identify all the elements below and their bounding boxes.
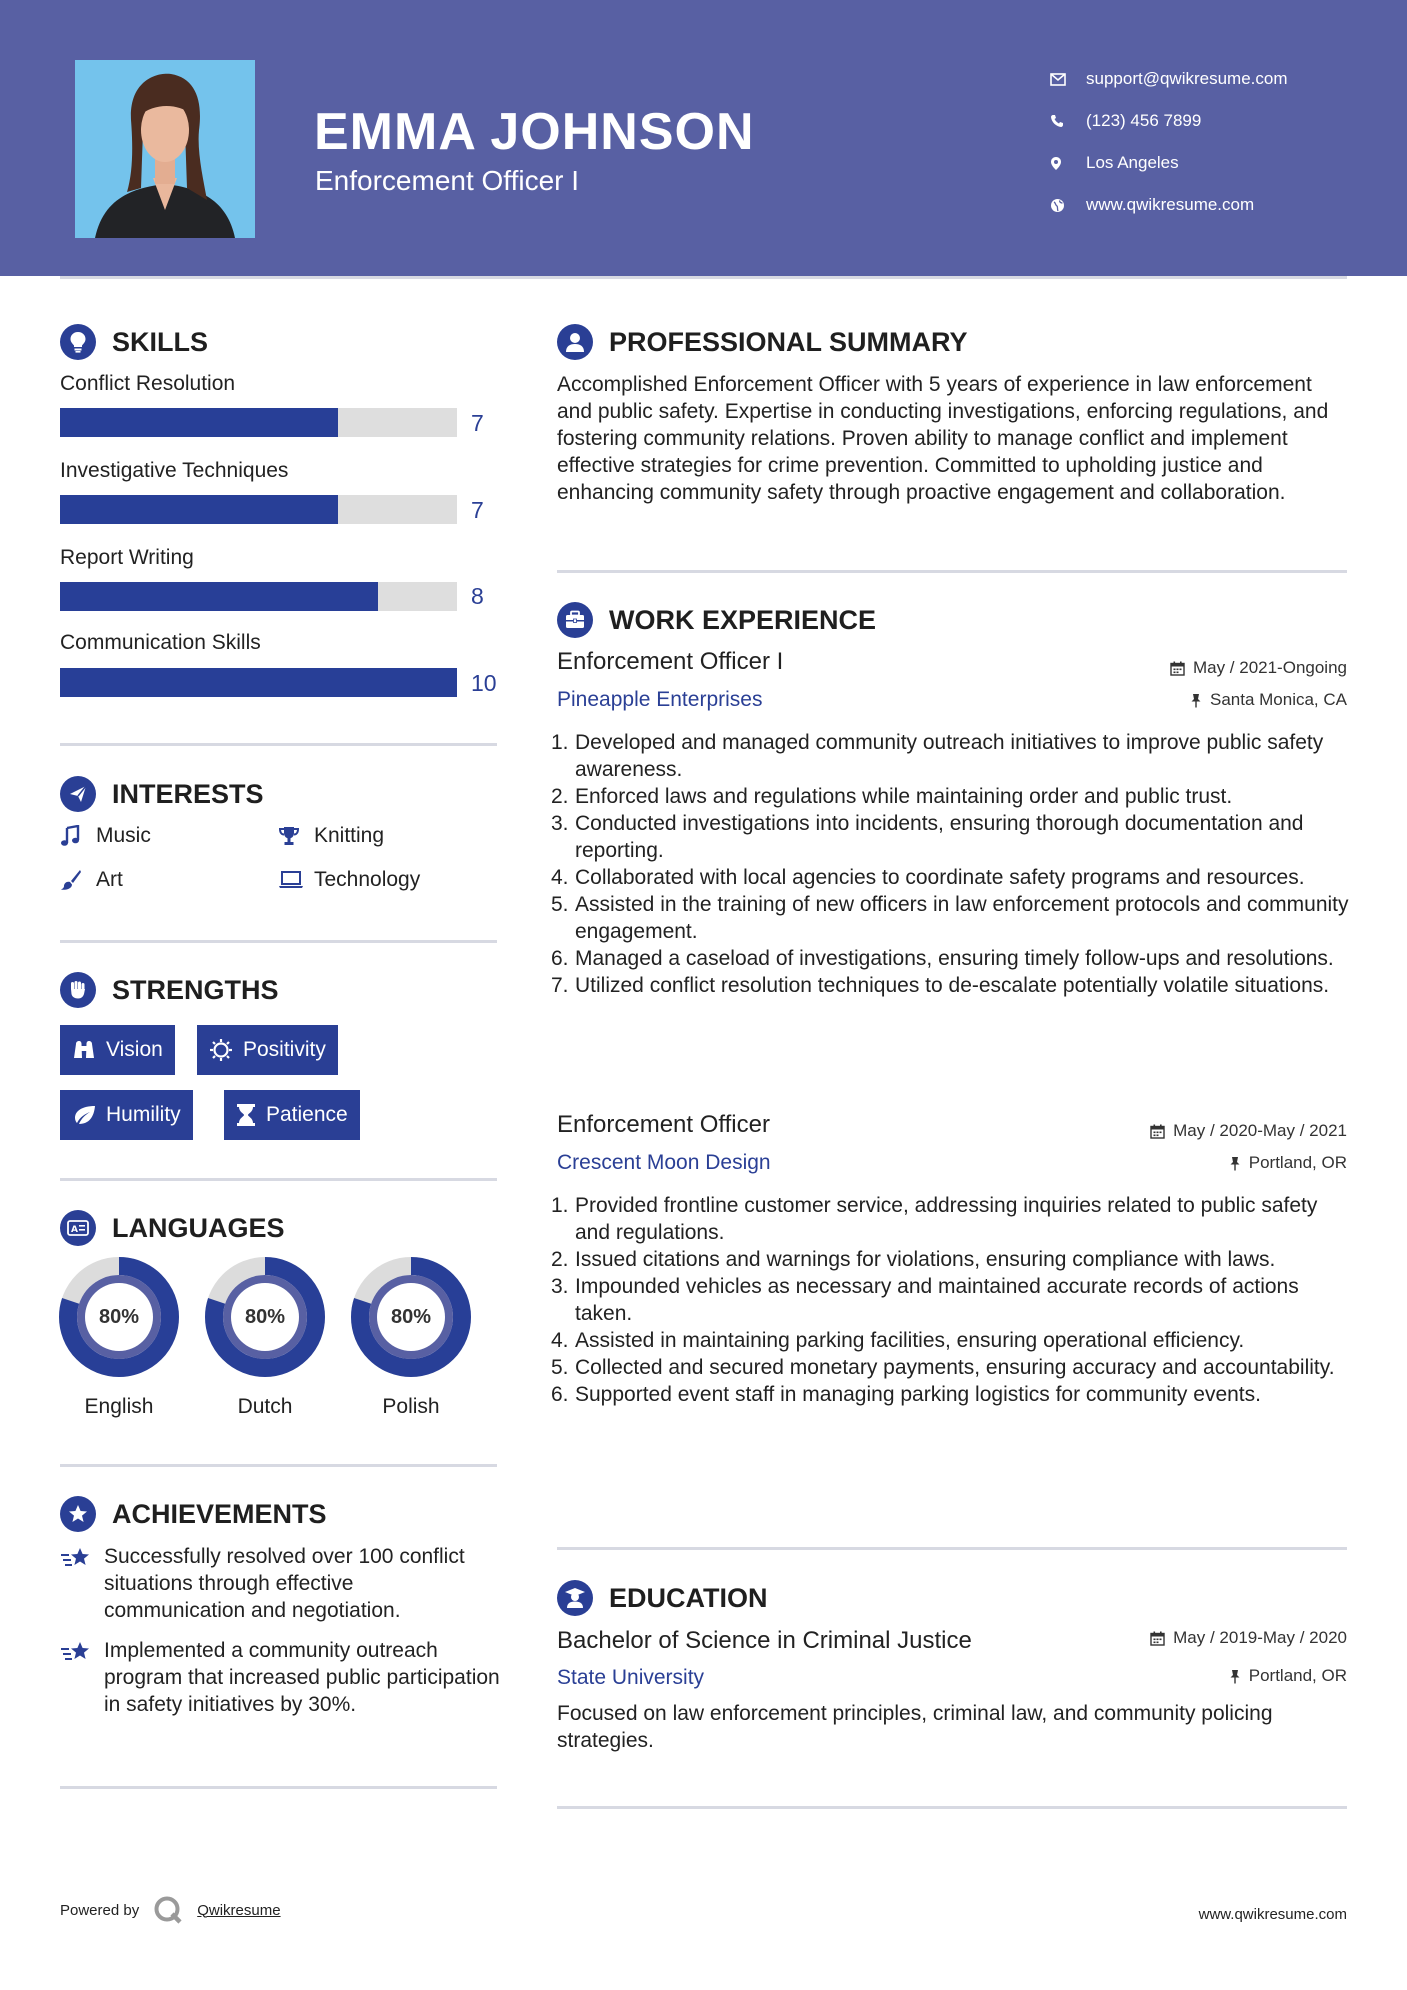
job-location-text: Portland, OR — [1248, 1153, 1347, 1172]
job-bullet-text: Enforced laws and regulations while maintaining order and public trust. — [575, 785, 1233, 808]
paper-plane-icon — [60, 776, 96, 812]
resume-header — [0, 0, 1407, 276]
powered-by-text: Powered by — [60, 1901, 140, 1919]
job-bullet: 4. Collaborated with local agencies to coordinate safety programs and resources. — [551, 866, 1305, 889]
laptop-icon — [278, 870, 314, 890]
interest-item — [278, 868, 420, 892]
contact-website-text: www.qwikresume.com — [1086, 195, 1255, 214]
job-bullet: 3. Conducted investigations into incidents, ensuring thorough documentation and reporting. — [551, 812, 1304, 862]
job-bullet-text: Assisted in maintaining parking facilities, ensuring operational efficiency. — [575, 1329, 1245, 1352]
skill-label: Report Writing — [60, 546, 194, 569]
envelope-icon — [1050, 73, 1086, 86]
language-item — [351, 1257, 471, 1418]
calendar-icon — [1150, 1631, 1165, 1646]
section-divider — [557, 1806, 1347, 1809]
pushpin-icon — [1229, 1669, 1241, 1684]
achievements-title: ACHIEVEMENTS — [112, 1498, 327, 1529]
section-divider — [557, 570, 1347, 573]
interest-label: Art — [96, 868, 123, 891]
strength-tag — [60, 1090, 193, 1140]
skill-label: Investigative Techniques — [60, 459, 289, 482]
degree-title: Bachelor of Science in Criminal Justice — [557, 1627, 972, 1654]
skill-value: 7 — [471, 497, 484, 523]
section-divider — [60, 1464, 497, 1467]
calendar-icon — [1170, 661, 1185, 676]
pushpin-icon — [1190, 693, 1202, 708]
footer-powered-by — [60, 1895, 281, 1925]
job-bullet: 2. Enforced laws and regulations while maintaining order and public trust. — [551, 785, 1233, 808]
briefcase-icon — [557, 602, 593, 638]
skill-bar-fill — [60, 668, 457, 697]
achievement-item — [60, 1637, 500, 1718]
job-bullet-text: Managed a caseload of investigations, ensuring timely follow-ups and resolutions. — [575, 947, 1334, 970]
contact-email[interactable] — [1050, 58, 1288, 100]
language-percent: 80% — [244, 1305, 286, 1328]
job-bullet-text: Issued citations and warnings for violations, ensuring compliance with laws. — [575, 1248, 1276, 1271]
candidate-title: Enforcement Officer I — [315, 165, 580, 196]
section-divider — [60, 1786, 497, 1789]
contact-website[interactable] — [1050, 184, 1288, 226]
section-divider — [60, 1178, 497, 1181]
phone-icon — [1050, 114, 1086, 128]
job-bullet-text: Utilized conflict resolution techniques to de-escalate potentially volatile situations. — [575, 974, 1330, 997]
skills-title: SKILLS — [112, 326, 209, 357]
job-bullet-text: Provided frontline customer service, addressing inquiries related to public safety and regulations. — [575, 1194, 1318, 1244]
summary-title: PROFESSIONAL SUMMARY — [609, 326, 968, 357]
interests-heading — [60, 776, 264, 812]
education-location-text: Portland, OR — [1248, 1666, 1347, 1685]
contact-location-text: Los Angeles — [1086, 153, 1179, 172]
user-icon — [557, 324, 593, 360]
contact-email-text: support@qwikresume.com — [1086, 69, 1288, 88]
skill-bar — [60, 408, 457, 437]
skill-value: 8 — [471, 583, 484, 609]
job-bullet-text: Assisted in the training of new officers in law enforcement protocols and community engagement. — [575, 893, 1349, 943]
skill-bar — [60, 495, 457, 524]
job-dates — [1170, 658, 1347, 678]
brush-icon — [60, 869, 96, 891]
strengths-title: STRENGTHS — [112, 974, 279, 1005]
language-item — [59, 1257, 179, 1418]
qwikresume-link[interactable]: Qwikresume — [197, 1901, 281, 1919]
skill-label: Communication Skills — [60, 631, 261, 654]
education-dates — [1150, 1628, 1347, 1648]
company-name: Crescent Moon Design — [557, 1151, 771, 1174]
skill-value: 7 — [471, 410, 484, 436]
job-location — [1190, 690, 1347, 710]
globe-icon — [1050, 198, 1086, 213]
shooting-star-icon — [60, 1637, 104, 1718]
skill-bar — [60, 582, 457, 611]
job-location — [1229, 1153, 1347, 1173]
education-dates-text: May / 2019-May / 2020 — [1173, 1628, 1347, 1647]
calendar-icon — [1150, 1124, 1165, 1139]
job-bullet-list — [551, 1192, 1357, 1408]
contact-location — [1050, 142, 1288, 184]
experience-title: WORK EXPERIENCE — [609, 604, 877, 635]
strength-label: Patience — [266, 1103, 348, 1126]
job-bullet-text: Conducted investigations into incidents, ensuring thorough documentation and reporting. — [575, 812, 1304, 862]
hourglass-icon — [236, 1103, 256, 1127]
language-percent: 80% — [98, 1305, 140, 1328]
skill-bar-fill — [60, 495, 338, 524]
map-pin-icon — [1050, 156, 1086, 171]
strengths-heading — [60, 972, 279, 1008]
raised-fist-icon — [60, 972, 96, 1008]
languages-heading — [60, 1210, 285, 1246]
header-divider — [60, 276, 1347, 279]
job-bullet: 1. Developed and managed community outreach initiatives to improve public safety awareness. — [551, 731, 1324, 781]
achievement-text: Implemented a community outreach program that increased public participation in safety initiatives by 30%. — [104, 1639, 500, 1716]
pushpin-icon — [1229, 1156, 1241, 1171]
interest-item — [60, 868, 123, 892]
job-bullet-list — [551, 729, 1357, 999]
svg-text:A: A — [71, 1225, 78, 1235]
experience-heading — [557, 602, 876, 638]
job-dates-text: May / 2020-May / 2021 — [1173, 1121, 1347, 1140]
skill-value: 10 — [471, 670, 497, 696]
strength-tag — [197, 1025, 338, 1075]
education-title: EDUCATION — [609, 1582, 768, 1613]
contact-phone-text: (123) 456 7899 — [1086, 111, 1202, 130]
language-name: English — [84, 1395, 154, 1418]
job-bullet: 5. Collected and secured monetary payments, ensuring accuracy and accountability. — [551, 1356, 1335, 1379]
interest-label: Knitting — [314, 824, 385, 847]
education-location — [1229, 1666, 1347, 1686]
skill-bar-fill — [60, 582, 378, 611]
leaf-icon — [72, 1105, 96, 1125]
strength-label: Humility — [106, 1103, 181, 1126]
job-bullet-text: Impounded vehicles as necessary and maintained accurate records of actions taken. — [575, 1275, 1299, 1325]
profile-photo — [75, 60, 255, 238]
contact-list — [1050, 58, 1288, 226]
binoculars-icon — [72, 1040, 96, 1060]
job-bullet: 4. Assisted in maintaining parking facilities, ensuring operational efficiency. — [551, 1329, 1245, 1352]
job-title: Enforcement Officer I — [557, 648, 784, 675]
section-divider — [60, 743, 497, 746]
job-bullet: 5. Assisted in the training of new officers in law enforcement protocols and community engagement. — [551, 893, 1349, 943]
job-bullet: 1. Provided frontline customer service, addressing inquiries related to public safety and regulations. — [551, 1194, 1318, 1244]
job-bullet-text: Developed and managed community outreach initiatives to improve public safety awareness. — [575, 731, 1324, 781]
skill-bar — [60, 668, 457, 697]
education-heading — [557, 1580, 768, 1616]
strength-tag — [60, 1025, 175, 1075]
job-bullet: 2. Issued citations and warnings for violations, ensuring compliance with laws. — [551, 1248, 1276, 1271]
company-name: Pineapple Enterprises — [557, 688, 763, 711]
job-bullet-text: Collected and secured monetary payments, ensuring accuracy and accountability. — [575, 1356, 1335, 1379]
interests-title: INTERESTS — [112, 778, 264, 809]
graduate-icon — [557, 1580, 593, 1616]
job-dates-text: May / 2021-Ongoing — [1192, 658, 1347, 677]
job-bullet-text: Supported event staff in managing parking logistics for community events. — [575, 1383, 1261, 1406]
trophy-icon — [278, 825, 314, 847]
achievement-item — [60, 1543, 500, 1624]
job-bullet: 3. Impounded vehicles as necessary and maintained accurate records of actions taken. — [551, 1275, 1299, 1325]
lightbulb-icon — [60, 324, 96, 360]
footer-website[interactable]: www.qwikresume.com — [1198, 1906, 1347, 1923]
skill-label: Conflict Resolution — [60, 372, 236, 395]
languages-title: LANGUAGES — [112, 1212, 285, 1243]
job-dates — [1150, 1121, 1347, 1141]
education-text: Focused on law enforcement principles, criminal law, and community policing strategies. — [557, 1702, 1273, 1752]
job-bullet-text: Collaborated with local agencies to coordinate safety programs and resources. — [575, 866, 1305, 889]
language-percent: 80% — [390, 1305, 432, 1328]
language-card-icon — [60, 1210, 96, 1246]
strength-label: Positivity — [243, 1038, 326, 1061]
summary-text: Accomplished Enforcement Officer with 5 years of experience in law enforcement and public safety. Expertise in conducting investigations, enforcing regulations, and fostering community relations. Proven ability to manage conflict and implement effective strategies for crime prevention. Committed to upholding justice and enhancing community safety through proactive engagement and collaboration. — [557, 373, 1329, 504]
language-item — [205, 1257, 325, 1418]
section-divider — [60, 940, 497, 943]
job-bullet: 6. Managed a caseload of investigations, ensuring timely follow-ups and resolutions. — [551, 947, 1334, 970]
summary-heading — [557, 324, 968, 360]
language-name: Dutch — [237, 1395, 293, 1418]
skills-heading — [60, 324, 208, 360]
qwikresume-logo-icon — [153, 1895, 183, 1925]
skill-bar-fill — [60, 408, 338, 437]
star-badge-icon — [60, 1496, 96, 1532]
school-name: State University — [557, 1666, 705, 1689]
achievement-text: Successfully resolved over 100 conflict situations through effective communication and negotiation. — [104, 1545, 465, 1622]
sun-icon — [209, 1038, 233, 1062]
interest-item — [278, 824, 384, 848]
strength-label: Vision — [106, 1038, 163, 1061]
shooting-star-icon — [60, 1543, 104, 1624]
candidate-name: EMMA JOHNSON — [314, 103, 755, 161]
job-location-text: Santa Monica, CA — [1209, 690, 1347, 709]
strength-tag — [224, 1090, 360, 1140]
interest-item — [60, 824, 151, 848]
language-name: Polish — [382, 1395, 440, 1418]
music-icon — [60, 825, 96, 847]
achievements-heading — [60, 1496, 327, 1532]
section-divider — [557, 1547, 1347, 1550]
contact-phone[interactable] — [1050, 100, 1288, 142]
interest-label: Music — [96, 824, 151, 847]
job-title: Enforcement Officer — [557, 1111, 770, 1138]
interest-label: Technology — [314, 868, 421, 891]
job-bullet: 7. Utilized conflict resolution techniques to de-escalate potentially volatile situations. — [551, 974, 1330, 997]
job-bullet: 6. Supported event staff in managing parking logistics for community events. — [551, 1383, 1261, 1406]
